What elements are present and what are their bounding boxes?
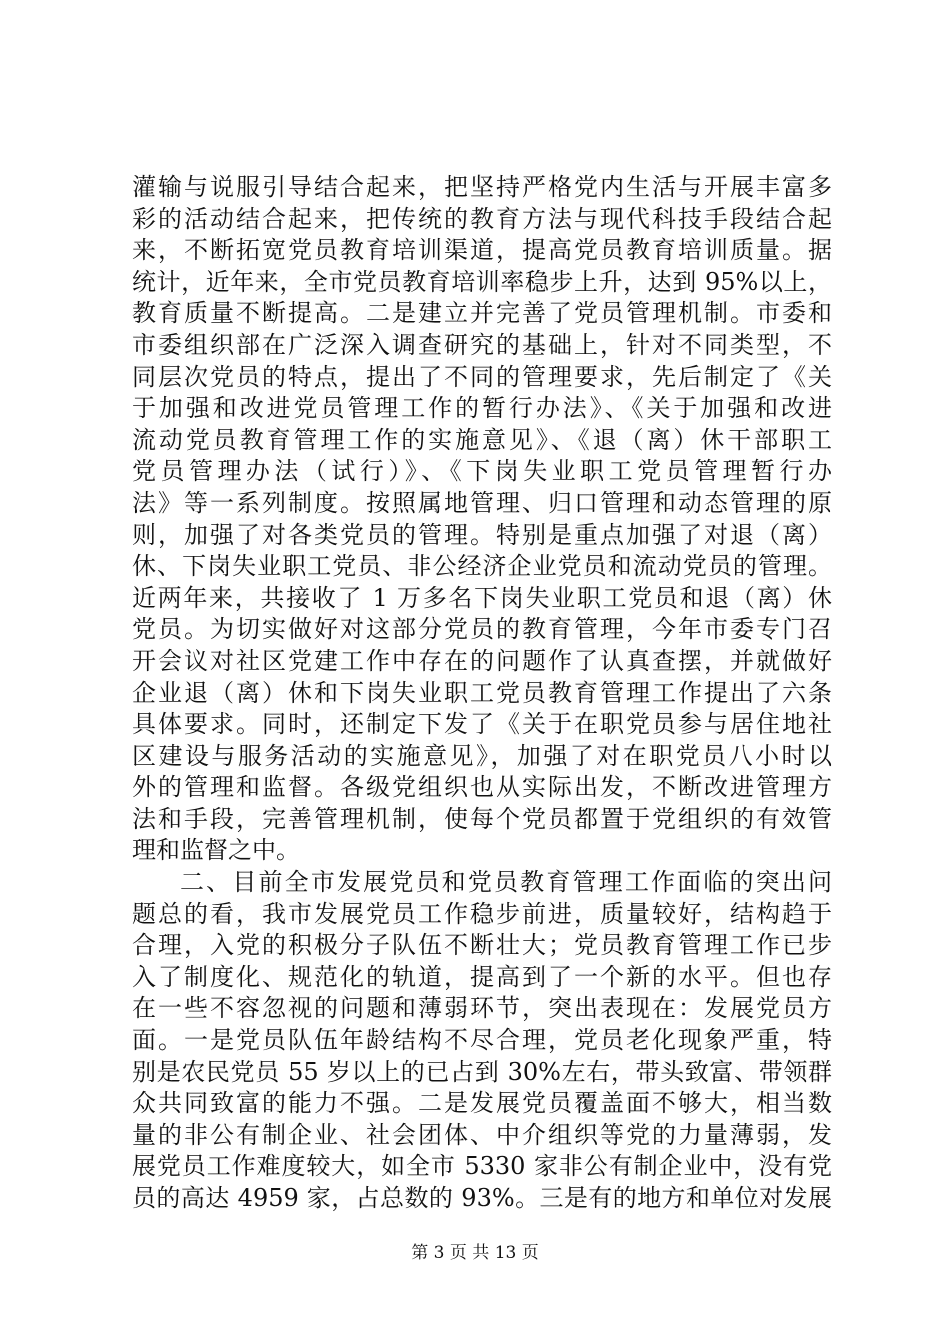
text-line: 合理，入党的积极分子队伍不断壮大；党员教育管理工作已步: [132, 931, 832, 960]
text-line: 党员管理办法（试行）》、《下岗失业职工党员管理暂行办: [132, 457, 832, 486]
text-line: 区建设与服务活动的实施意见》，加强了对在职党员八小时以: [132, 741, 832, 770]
text-line: 统计，近年来，全市党员教育培训率稳步上升，达到 95%以上，: [132, 267, 832, 296]
body-text: [132, 172, 832, 1215]
text-line: 流动党员教育管理工作的实施意见》、《退（离）休干部职工: [132, 425, 832, 454]
text-line: 于加强和改进党员管理工作的暂行办法》、《关于加强和改进: [132, 394, 832, 423]
text-line: 同层次党员的特点，提出了不同的管理要求，先后制定了《关: [132, 362, 832, 391]
section-heading-line: 二、目前全市发展党员和党员教育管理工作面临的突出问: [180, 868, 832, 897]
text-line: 法和手段，完善管理机制，使每个党员都置于党组织的有效管: [132, 804, 832, 833]
text-line: 题总的看，我市发展党员工作稳步前进，质量较好，结构趋于: [132, 899, 832, 928]
text-line: 开会议对社区党建工作中存在的问题作了认真查摆，并就做好: [132, 646, 832, 675]
text-line: 众共同致富的能力不强。二是发展党员覆盖面不够大，相当数: [132, 1089, 832, 1118]
text-line: 员的高达 4959 家，占总数的 93%。三是有的地方和单位对发展: [132, 1184, 832, 1212]
text-line: 灌输与说服引导结合起来，把坚持严格党内生活与开展丰富多: [132, 173, 832, 201]
text-line: 近两年来，共接收了 1 万多名下岗失业职工党员和退（离）休: [132, 583, 832, 612]
text-line: 外的管理和监督。各级党组织也从实际出发，不断改进管理方: [132, 773, 832, 802]
text-line: 具体要求。同时，还制定下发了《关于在职党员参与居住地社: [132, 710, 832, 739]
text-line: 量的非公有制企业、社会团体、中介组织等党的力量薄弱，发: [132, 1120, 832, 1149]
text-line: 展党员工作难度较大，如全市 5330 家非公有制企业中，没有党: [132, 1152, 832, 1181]
text-line: 休、下岗失业职工党员、非公经济企业党员和流动党员的管理。: [132, 552, 832, 581]
text-line: 企业退（离）休和下岗失业职工党员教育管理工作提出了六条: [132, 678, 832, 707]
text-line: 教育质量不断提高。二是建立并完善了党员管理机制。市委和: [132, 299, 832, 328]
text-line: 法》等一系列制度。按照属地管理、归口管理和动态管理的原: [132, 488, 832, 517]
text-line: 党员。为切实做好对这部分党员的教育管理，今年市委专门召: [132, 615, 832, 644]
text-line: 别是农民党员 55 岁以上的已占到 30%左右，带头致富、带领群: [132, 1057, 832, 1086]
text-line: 在一些不容忽视的问题和薄弱环节，突出表现在：发展党员方: [132, 994, 832, 1023]
text-line: 面。一是党员队伍年龄结构不尽合理，党员老化现象严重，特: [132, 1026, 832, 1055]
paragraph-end-line: 理和监督之中。: [132, 836, 300, 865]
page-number-footer: 第 3 页 共 13 页: [411, 1243, 539, 1263]
text-line: 彩的活动结合起来，把传统的教育方法与现代科技手段结合起: [132, 204, 832, 233]
text-line: 市委组织部在广泛深入调查研究的基础上，针对不同类型，不: [132, 330, 832, 359]
text-line: 则，加强了对各类党员的管理。特别是重点加强了对退（离）: [132, 520, 832, 549]
text-line: 来，不断拓宽党员教育培训渠道，提高党员教育培训质量。据: [132, 236, 832, 265]
text-line: 入了制度化、规范化的轨道，提高到了一个新的水平。但也存: [132, 962, 832, 991]
